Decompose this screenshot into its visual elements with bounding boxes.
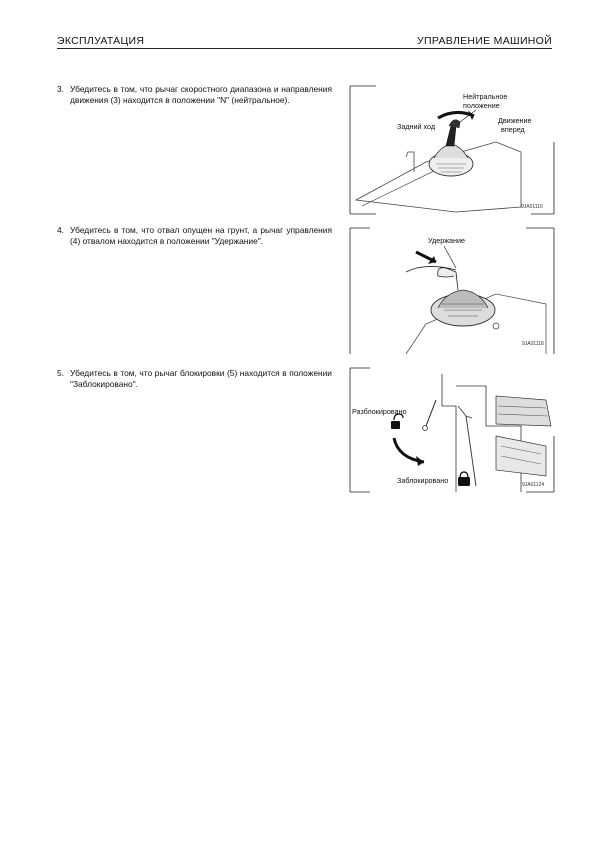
figure-speed-lever [346, 82, 556, 216]
header-chapter-title: УПРАВЛЕНИЕ МАШИНОЙ [417, 35, 552, 47]
label-reverse: Задний ход [397, 122, 436, 131]
label-unlocked: Разблокировано [352, 407, 407, 416]
label-forward-line2: вперед [501, 125, 525, 134]
figure-blade-lever [346, 224, 556, 358]
label-hold: Удержание [428, 236, 465, 245]
label-forward-line1: Движение [498, 116, 532, 125]
figure-lock-lever [346, 366, 556, 494]
step-number: 5. [57, 368, 64, 378]
step-number: 3. [57, 84, 64, 94]
unlocked-padlock-icon [391, 414, 403, 429]
step-text: Убедитесь в том, что рычаг скоростного диапазона и направления движения (3) находится в положении "N" (нейтральное). [70, 84, 332, 105]
figure-code: 9JA01118 [522, 341, 544, 347]
figure-code: 9JA01116 [521, 204, 543, 210]
label-neutral-line1: Нейтральное [463, 92, 508, 101]
page-header [57, 34, 552, 50]
step-text: Убедитесь в том, что рычаг блокировки (5) находится в положении "Заблокировано". [70, 368, 332, 389]
label-neutral-line2: положение [463, 101, 500, 110]
locked-padlock-icon [458, 472, 470, 486]
step-text: Убедитесь в том, что отвал опущен на грунт, а рычаг управления (4) отвалом находится в положении "Удержание". [70, 225, 332, 246]
label-locked: Заблокировано [397, 476, 449, 485]
step-number: 4. [57, 225, 64, 235]
header-section-title: ЭКСПЛУАТАЦИЯ [57, 35, 145, 47]
figure-code: 9JA01124 [522, 482, 545, 488]
header-rule [57, 48, 552, 49]
